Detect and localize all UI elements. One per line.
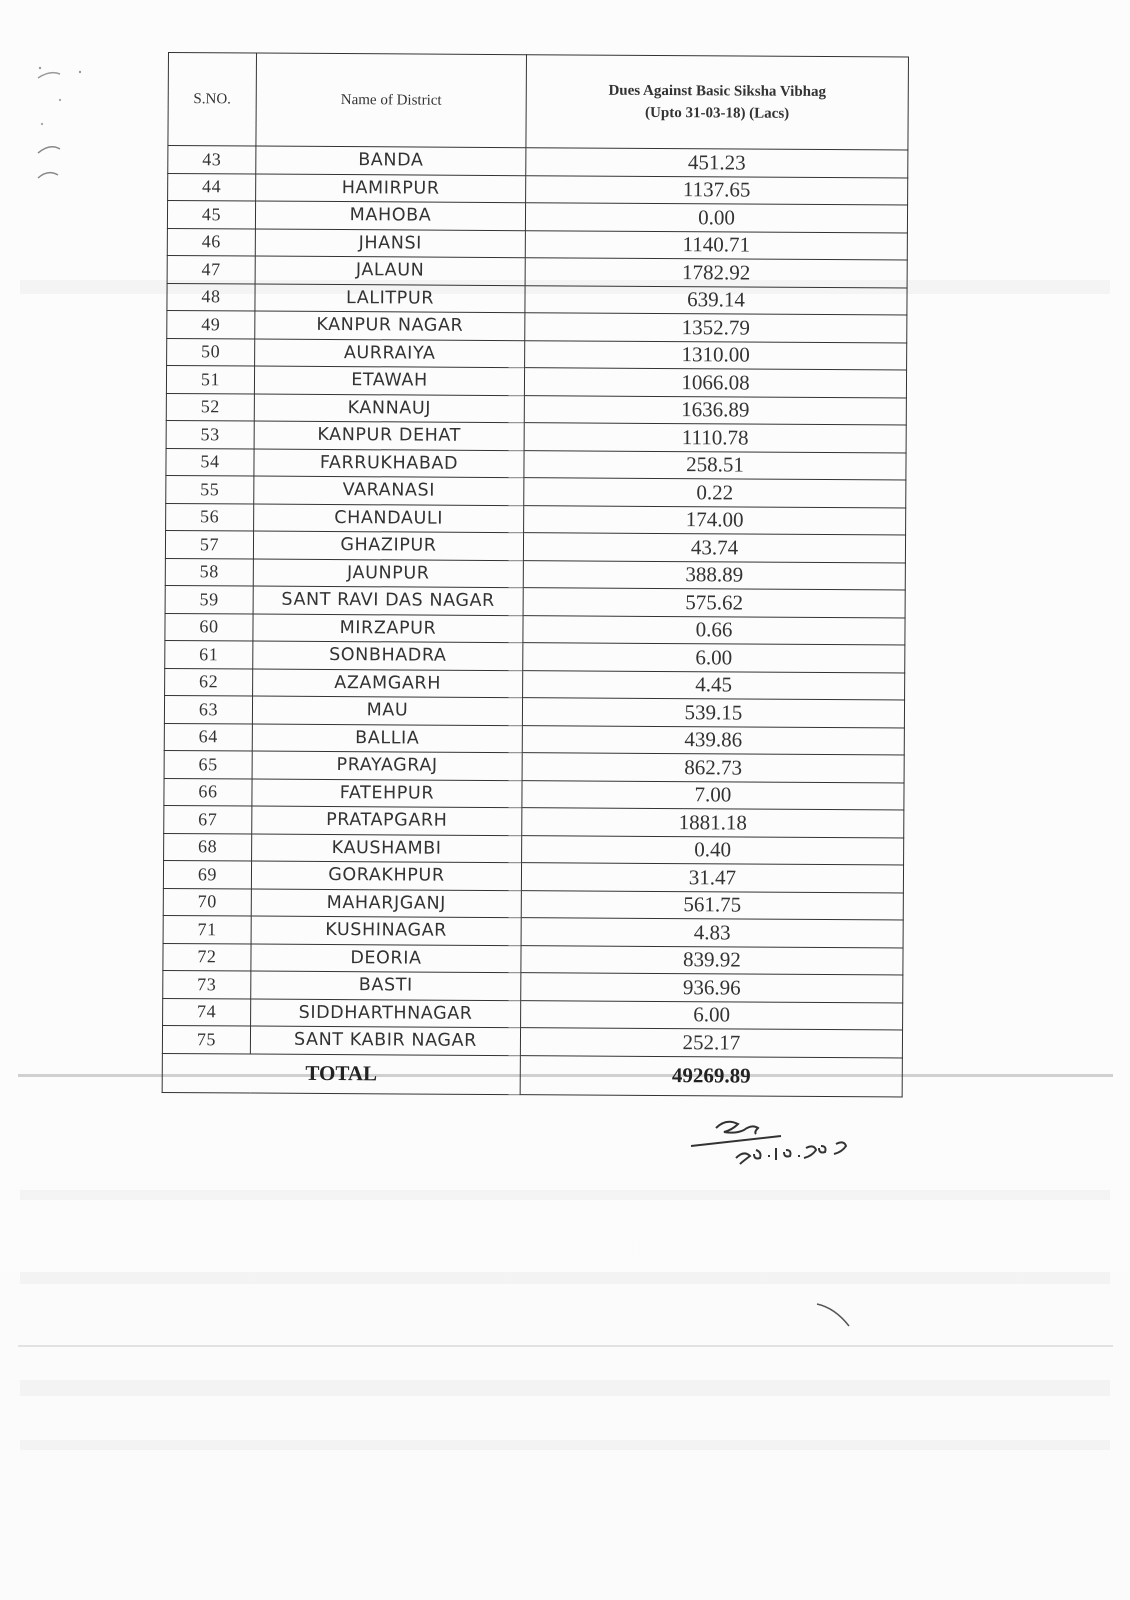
header-dues-title: Dues Against Basic Siksha Vibhag bbox=[608, 82, 827, 101]
row-amount: 4.45 bbox=[523, 670, 905, 700]
row-district: KANPUR NAGAR bbox=[255, 311, 525, 340]
row-amount: 575.62 bbox=[523, 588, 905, 618]
row-district: SANT KABIR NAGAR bbox=[250, 1026, 520, 1055]
dues-table-container bbox=[162, 52, 908, 1097]
row-amount: 1881.18 bbox=[522, 808, 904, 838]
row-amount: 0.66 bbox=[523, 615, 905, 645]
header-dues-period: (Upto 31-03-18) (Lacs) bbox=[645, 104, 790, 122]
row-sno: 70 bbox=[163, 888, 251, 916]
row-district: JALAUN bbox=[255, 256, 525, 285]
row-sno: 63 bbox=[164, 695, 252, 723]
total-row bbox=[162, 1053, 902, 1097]
row-amount: 839.92 bbox=[521, 945, 903, 975]
row-district: SIDDHARTHNAGAR bbox=[251, 999, 521, 1028]
row-amount: 1140.71 bbox=[525, 230, 907, 260]
header-sno: S.NO. bbox=[168, 53, 257, 147]
table-body bbox=[162, 146, 908, 1058]
row-district: FATEHPUR bbox=[252, 779, 522, 808]
row-amount: 862.73 bbox=[522, 753, 904, 783]
row-sno: 49 bbox=[167, 310, 255, 338]
row-sno: 64 bbox=[164, 723, 252, 751]
row-district: KUSHINAGAR bbox=[251, 916, 521, 945]
pen-stroke-mark bbox=[815, 1300, 855, 1330]
row-district: GHAZIPUR bbox=[253, 531, 523, 560]
row-sno: 56 bbox=[166, 503, 254, 531]
row-amount: 174.00 bbox=[524, 505, 906, 535]
row-amount: 0.40 bbox=[522, 835, 904, 865]
scan-artifact-band bbox=[20, 1440, 1110, 1450]
row-district: FARRUKHABAD bbox=[254, 449, 524, 478]
row-sno: 51 bbox=[166, 365, 254, 393]
row-sno: 43 bbox=[168, 146, 256, 174]
row-amount: 258.51 bbox=[524, 450, 906, 480]
row-amount: 6.00 bbox=[523, 643, 905, 673]
header-district: Name of District bbox=[256, 53, 527, 148]
row-district: KANPUR DEHAT bbox=[254, 421, 524, 450]
row-district: HAMIRPUR bbox=[256, 174, 526, 203]
row-amount: 0.00 bbox=[525, 203, 907, 233]
row-amount: 936.96 bbox=[521, 973, 903, 1003]
row-sno: 68 bbox=[164, 833, 252, 861]
row-district: VARANASI bbox=[254, 476, 524, 505]
row-amount: 1310.00 bbox=[525, 340, 907, 370]
row-sno: 61 bbox=[165, 640, 253, 668]
row-amount: 1066.08 bbox=[524, 368, 906, 398]
row-amount: 451.23 bbox=[526, 148, 908, 178]
row-district: SANT RAVI DAS NAGAR bbox=[253, 586, 523, 615]
row-sno: 53 bbox=[166, 420, 254, 448]
row-amount: 539.15 bbox=[522, 698, 904, 728]
dues-table bbox=[162, 52, 909, 1097]
row-sno: 65 bbox=[164, 750, 252, 778]
header-dues bbox=[526, 55, 909, 150]
row-amount: 6.00 bbox=[521, 1000, 903, 1030]
row-district: KAUSHAMBI bbox=[252, 834, 522, 863]
handwritten-signature-icon bbox=[686, 1108, 886, 1170]
row-sno: 69 bbox=[163, 860, 251, 888]
row-district: AZAMGARH bbox=[253, 669, 523, 698]
row-sno: 72 bbox=[163, 943, 251, 971]
row-sno: 57 bbox=[165, 530, 253, 558]
scan-artifact-band bbox=[20, 1190, 1110, 1200]
row-amount: 252.17 bbox=[520, 1028, 902, 1058]
scan-artifact-band bbox=[20, 1380, 1110, 1396]
row-district: PRATAPGARH bbox=[252, 806, 522, 835]
row-district: DEORIA bbox=[251, 944, 521, 973]
row-sno: 74 bbox=[163, 998, 251, 1026]
row-district: CHANDAULI bbox=[254, 504, 524, 533]
row-district: MAHARJGANJ bbox=[251, 889, 521, 918]
row-sno: 62 bbox=[165, 668, 253, 696]
row-sno: 60 bbox=[165, 613, 253, 641]
row-district: BANDA bbox=[256, 146, 526, 175]
row-sno: 75 bbox=[162, 1025, 250, 1053]
row-amount: 43.74 bbox=[523, 533, 905, 563]
row-sno: 59 bbox=[165, 585, 253, 613]
total-amount: 49269.89 bbox=[520, 1055, 902, 1096]
row-sno: 66 bbox=[164, 778, 252, 806]
row-amount: 7.00 bbox=[522, 780, 904, 810]
scan-speck-marks bbox=[20, 28, 150, 188]
total-label: TOTAL bbox=[162, 1053, 520, 1094]
row-district: MAU bbox=[252, 696, 522, 725]
row-amount: 1110.78 bbox=[524, 423, 906, 453]
row-amount: 561.75 bbox=[521, 890, 903, 920]
row-sno: 55 bbox=[166, 475, 254, 503]
row-sno: 50 bbox=[167, 338, 255, 366]
row-amount: 388.89 bbox=[523, 560, 905, 590]
row-amount: 31.47 bbox=[521, 863, 903, 893]
row-district: LALITPUR bbox=[255, 284, 525, 313]
row-district: JAUNPUR bbox=[253, 559, 523, 588]
row-district: BALLIA bbox=[252, 724, 522, 753]
scan-artifact-band bbox=[20, 1272, 1110, 1284]
row-sno: 47 bbox=[167, 255, 255, 283]
row-sno: 45 bbox=[167, 201, 255, 229]
row-sno: 71 bbox=[163, 915, 251, 943]
row-sno: 54 bbox=[166, 448, 254, 476]
row-district: ETAWAH bbox=[254, 366, 524, 395]
row-sno: 48 bbox=[167, 283, 255, 311]
row-amount: 1782.92 bbox=[525, 258, 907, 288]
row-sno: 46 bbox=[167, 228, 255, 256]
row-sno: 73 bbox=[163, 970, 251, 998]
row-sno: 44 bbox=[168, 173, 256, 201]
row-sno: 58 bbox=[165, 558, 253, 586]
row-district: AURRAIYA bbox=[255, 339, 525, 368]
row-district: KANNAUJ bbox=[254, 394, 524, 423]
row-district: BASTI bbox=[251, 971, 521, 1000]
row-amount: 1137.65 bbox=[526, 175, 908, 205]
row-district: GORAKHPUR bbox=[251, 861, 521, 890]
row-district: MAHOBA bbox=[255, 201, 525, 230]
row-sno: 67 bbox=[164, 805, 252, 833]
row-district: SONBHADRA bbox=[253, 641, 523, 670]
row-amount: 1352.79 bbox=[525, 313, 907, 343]
table-header-row bbox=[168, 53, 909, 151]
row-district: JHANSI bbox=[255, 229, 525, 258]
row-sno: 52 bbox=[166, 393, 254, 421]
row-amount: 439.86 bbox=[522, 725, 904, 755]
row-district: PRAYAGRAJ bbox=[252, 751, 522, 780]
row-district: MIRZAPUR bbox=[253, 614, 523, 643]
row-amount: 639.14 bbox=[525, 285, 907, 315]
row-amount: 4.83 bbox=[521, 918, 903, 948]
scan-artifact-line bbox=[18, 1345, 1113, 1347]
row-amount: 1636.89 bbox=[524, 395, 906, 425]
row-amount: 0.22 bbox=[524, 478, 906, 508]
